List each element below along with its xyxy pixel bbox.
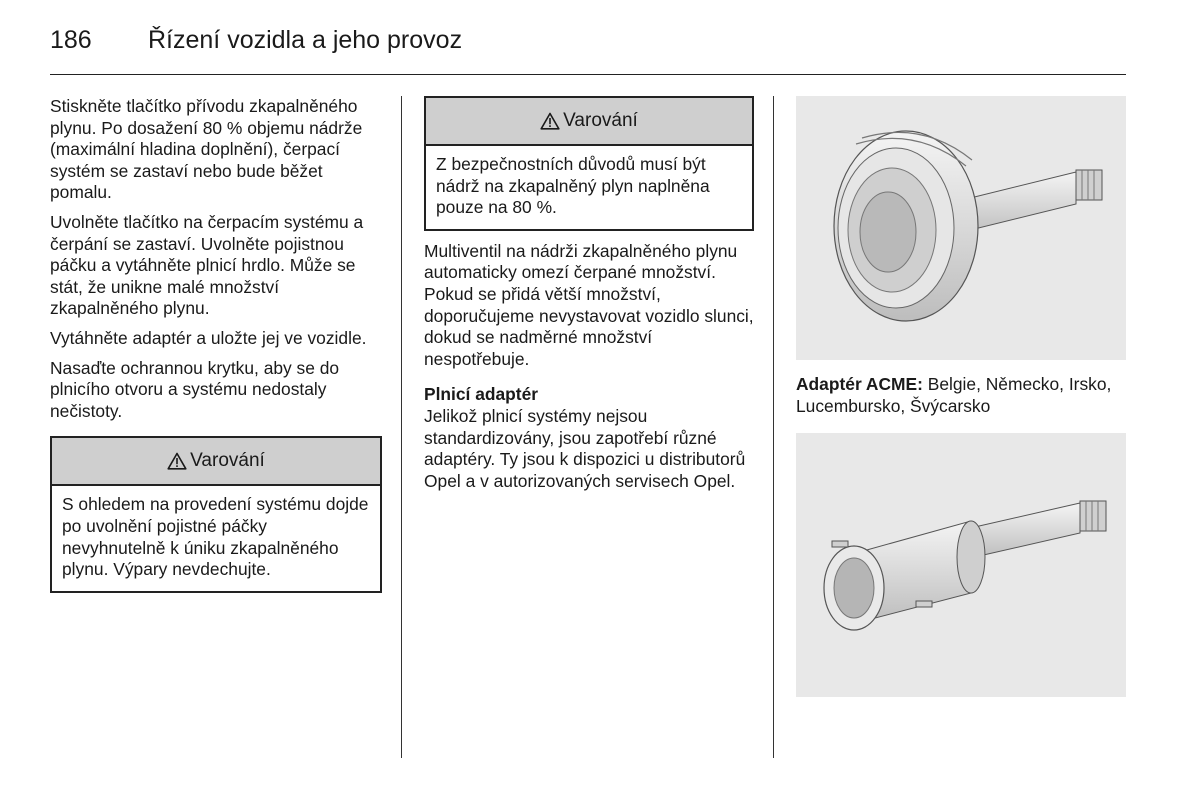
column-divider [773, 96, 774, 758]
warning-box [50, 436, 382, 592]
header-divider [50, 74, 1126, 75]
column-middle [424, 96, 754, 500]
figure-caption [796, 374, 1126, 417]
page-number: 186 [50, 26, 92, 54]
paragraph: Stiskněte tlačítko přívodu zkapalněného plynu. Po dosažení 80 % objemu nádrže (maximální hladina doplnění), čerpací systém se zastaví nebo bude běžet pomalu. [50, 96, 363, 203]
warning-triangle-icon [167, 452, 187, 470]
warning-title: Varování [190, 450, 265, 472]
warning-title: Varování [563, 110, 638, 131]
paragraph: Uvolněte tlačítko na čerpacím systému a čerpání se zastaví. Uvolněte pojistnou páčku a vytáhněte plnicí hrdlo. Může se stát, že unikne malé množství zkapalněného plynu. [50, 211, 364, 319]
warning-header [426, 98, 752, 146]
page-title: Řízení vozidla a jeho provoz [148, 26, 463, 54]
page-header [50, 22, 1126, 76]
column-left [50, 96, 382, 593]
subheading: Plnicí adaptér [424, 384, 539, 405]
paragraph: Multiventil na nádrži zkapalněného plynu automaticky omezí čerpané množství. Pokud se přidá větší množství, doporučujeme nevystavovat vozidlo slunci, dokud se nadměrné množství nespotřebuje. [424, 240, 754, 369]
paragraph: Jelikož plnicí systémy nejsou standardizovány, jsou zapotřebí různé adaptéry. Ty jsou k dispozici u distributorů Opel a v autorizovaných servisech Opel. [424, 405, 746, 491]
warning-text: S ohledem na provedení systému dojde po uvolnění pojistné páčky nevyhnutelně k úniku zkapalněného plynu. Výpary nevdechujte. [62, 494, 369, 580]
acme-adapter-icon [796, 96, 1126, 360]
warning-text: Z bezpečnostních důvodů musí být nádrž na zkapalněný plyn naplněna pouze na 80 %. [436, 154, 710, 218]
column-right [796, 96, 1126, 697]
warning-header [52, 438, 380, 486]
column-divider [401, 96, 402, 758]
caption-text: Belgie, Německo, Irsko, Lucembursko, Švýcarsko [796, 374, 1112, 416]
bayonet-adapter-icon [796, 433, 1126, 697]
paragraph: Vytáhněte adaptér a uložte jej ve vozidle. [50, 327, 367, 348]
bayonet-adapter-illustration [796, 433, 1126, 697]
acme-adapter-illustration [796, 96, 1126, 360]
warning-triangle-icon [540, 112, 560, 130]
paragraph: Nasaďte ochrannou krytku, aby se do plnicího otvoru a systému nedostaly nečistoty. [50, 357, 340, 421]
warning-box [424, 96, 754, 231]
caption-label: Adaptér ACME: [796, 374, 923, 394]
